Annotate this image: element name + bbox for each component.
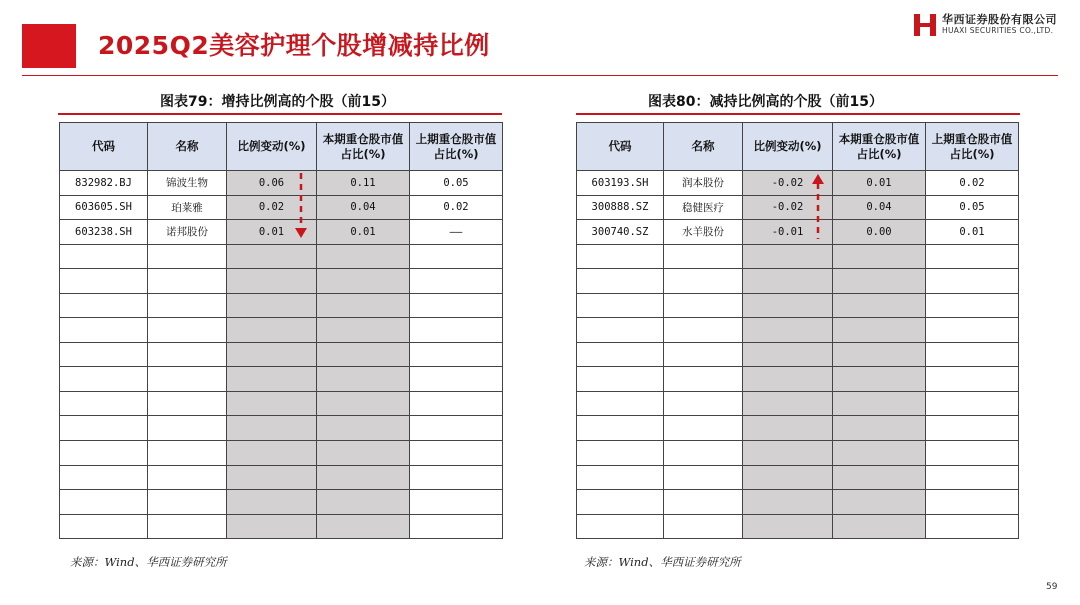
logo-company-name: 华西证券股份有限公司 [942,13,1057,26]
table-cell [743,441,833,466]
table-cell [410,342,503,367]
table-cell [227,318,317,343]
column-header: 上期重仓股市值占比(%) [926,123,1019,171]
table-cell [148,416,227,441]
table-cell: 0.01 [833,171,926,196]
table-cell [926,441,1019,466]
table-cell [227,441,317,466]
huaxi-logo-icon [912,12,938,38]
table-cell [148,269,227,294]
table-cell [227,514,317,539]
table-cell [148,514,227,539]
header-divider [22,75,1058,76]
column-header: 名称 [664,123,743,171]
table-cell [317,490,410,515]
table-cell: 珀莱雅 [148,195,227,220]
table-cell: 0.04 [833,195,926,220]
table-cell [664,391,743,416]
table-cell [148,244,227,269]
table-cell [410,465,503,490]
table-cell [410,293,503,318]
table-cell: 832982.BJ [60,171,148,196]
table-cell [577,391,664,416]
table-cell [743,269,833,294]
table-cell: 0.01 [926,220,1019,245]
table-cell [664,441,743,466]
table-cell: 润本股份 [664,171,743,196]
table-cell [60,465,148,490]
table-cell [227,342,317,367]
table-cell: 水羊股份 [664,220,743,245]
column-header: 本期重仓股市值占比(%) [833,123,926,171]
column-header: 本期重仓股市值占比(%) [317,123,410,171]
title-accent-block [22,24,76,68]
table-row [60,342,503,367]
table-cell [317,367,410,392]
table-cell [317,514,410,539]
table-cell [577,490,664,515]
table-cell [664,293,743,318]
table-cell: 0.02 [410,195,503,220]
table-cell [833,342,926,367]
table-cell [926,342,1019,367]
table-row [577,490,1019,515]
table-cell [577,244,664,269]
table-cell: 300888.SZ [577,195,664,220]
table-cell [410,244,503,269]
table-row [577,367,1019,392]
table-row [60,220,503,245]
table-row [577,318,1019,343]
table-row [60,318,503,343]
table-cell [833,514,926,539]
table-cell [664,465,743,490]
table-cell [926,269,1019,294]
table-cell [833,416,926,441]
table-row [577,195,1019,220]
table-cell [664,244,743,269]
table-cell [60,342,148,367]
table-cell [926,293,1019,318]
left-figure-rule [58,113,502,115]
table-cell [743,490,833,515]
table-row [60,269,503,294]
table-cell [926,391,1019,416]
table-cell: 603193.SH [577,171,664,196]
right-source-note: 来源：Wind、华西证券研究所 [584,555,741,569]
table-row [60,514,503,539]
table-cell [833,244,926,269]
column-header: 比例变动(%) [743,123,833,171]
table-cell: -0.02 [743,171,833,196]
table-header-row [60,123,503,171]
table-cell [317,318,410,343]
table-header-row [577,123,1019,171]
table-cell: 0.05 [410,171,503,196]
table-row [577,269,1019,294]
table-cell [60,244,148,269]
table-cell [317,391,410,416]
table-row [577,465,1019,490]
table-row [60,244,503,269]
table-cell: 0.02 [926,171,1019,196]
table-cell [410,416,503,441]
table-cell [664,342,743,367]
table-cell [60,514,148,539]
right-figure-rule [576,113,1020,115]
table-cell [833,441,926,466]
table-cell [743,514,833,539]
table-cell: —— [410,220,503,245]
table-cell [317,441,410,466]
table-cell [148,441,227,466]
table-cell [664,514,743,539]
table-cell [577,465,664,490]
table-cell [577,293,664,318]
decrease-trend-arrow-icon [293,171,309,241]
table-cell [664,318,743,343]
table-cell [410,269,503,294]
table-cell [743,342,833,367]
table-cell: 0.01 [317,220,410,245]
table-cell [743,318,833,343]
table-cell [410,367,503,392]
table-cell [833,318,926,343]
table-cell [60,391,148,416]
table-cell [317,342,410,367]
table-cell [833,293,926,318]
table-cell [227,269,317,294]
logo-company-name-en: HUAXI SECURITIES CO.,LTD. [942,26,1054,35]
column-header: 代码 [577,123,664,171]
table-cell: 0.01 [227,220,317,245]
table-cell [577,342,664,367]
right-holdings-table [576,122,1019,539]
table-cell [317,269,410,294]
table-row [60,391,503,416]
table-cell [410,514,503,539]
table-cell [410,318,503,343]
table-cell [833,490,926,515]
table-cell [664,367,743,392]
table-cell [926,318,1019,343]
table-cell [577,514,664,539]
table-cell [148,391,227,416]
table-row [60,441,503,466]
column-header: 名称 [148,123,227,171]
table-cell [317,465,410,490]
table-cell [926,465,1019,490]
table-cell [317,244,410,269]
table-cell: 0.02 [227,195,317,220]
table-cell: 锦波生物 [148,171,227,196]
table-row [577,391,1019,416]
table-cell [926,514,1019,539]
table-row [577,514,1019,539]
table-row [577,441,1019,466]
table-cell [577,367,664,392]
table-cell [577,441,664,466]
table-row [577,220,1019,245]
left-holdings-table [59,122,503,539]
page-number: 59 [1046,582,1058,592]
table-cell [60,490,148,515]
table-cell [833,269,926,294]
table-row [577,293,1019,318]
company-logo [912,10,1072,40]
table-cell [664,269,743,294]
table-row [577,416,1019,441]
table-row [577,342,1019,367]
table-cell: 0.04 [317,195,410,220]
table-cell: -0.02 [743,195,833,220]
table-cell [926,367,1019,392]
table-cell [577,269,664,294]
right-figure-title: 图表80：减持比例高的个股（前15） [648,94,883,110]
left-figure-title: 图表79：增持比例高的个股（前15） [160,94,395,110]
table-cell [743,391,833,416]
table-cell [148,465,227,490]
table-cell [410,490,503,515]
table-row [60,416,503,441]
table-cell: 603605.SH [60,195,148,220]
table-cell [148,293,227,318]
table-row [577,244,1019,269]
table-cell [227,391,317,416]
table-cell [227,465,317,490]
table-cell: 0.06 [227,171,317,196]
table-cell [926,416,1019,441]
table-cell: 0.11 [317,171,410,196]
table-cell [60,441,148,466]
table-row [60,293,503,318]
table-cell [317,293,410,318]
table-cell [227,293,317,318]
table-cell [60,416,148,441]
table-cell [926,244,1019,269]
table-row [60,490,503,515]
table-cell [148,490,227,515]
table-cell [926,490,1019,515]
table-cell [833,391,926,416]
table-cell: 603238.SH [60,220,148,245]
table-cell: 稳健医疗 [664,195,743,220]
table-row [60,465,503,490]
table-row [60,195,503,220]
table-cell [60,269,148,294]
column-header: 上期重仓股市值占比(%) [410,123,503,171]
table-cell [833,465,926,490]
column-header: 代码 [60,123,148,171]
table-cell [148,367,227,392]
table-cell [227,244,317,269]
table-cell [227,416,317,441]
table-cell [743,416,833,441]
table-cell [664,416,743,441]
table-cell [743,465,833,490]
table-cell [410,441,503,466]
table-row [60,367,503,392]
table-cell [227,490,317,515]
table-cell [60,318,148,343]
table-cell [227,367,317,392]
table-cell [60,367,148,392]
table-row [60,171,503,196]
table-cell: -0.01 [743,220,833,245]
table-cell [664,490,743,515]
table-cell [148,342,227,367]
table-cell: 0.05 [926,195,1019,220]
table-cell: 300740.SZ [577,220,664,245]
table-cell [743,367,833,392]
table-cell [743,244,833,269]
table-cell [577,318,664,343]
table-cell [317,416,410,441]
column-header: 比例变动(%) [227,123,317,171]
table-cell [410,391,503,416]
table-cell: 诺邦股份 [148,220,227,245]
table-cell [743,293,833,318]
table-cell [148,318,227,343]
table-cell [60,293,148,318]
page-title: 2025Q2美容护理个股增减持比例 [98,31,490,60]
table-cell: 0.00 [833,220,926,245]
increase-trend-arrow-icon [810,171,826,241]
left-source-note: 来源：Wind、华西证券研究所 [70,555,227,569]
table-cell [833,367,926,392]
table-row [577,171,1019,196]
table-cell [577,416,664,441]
